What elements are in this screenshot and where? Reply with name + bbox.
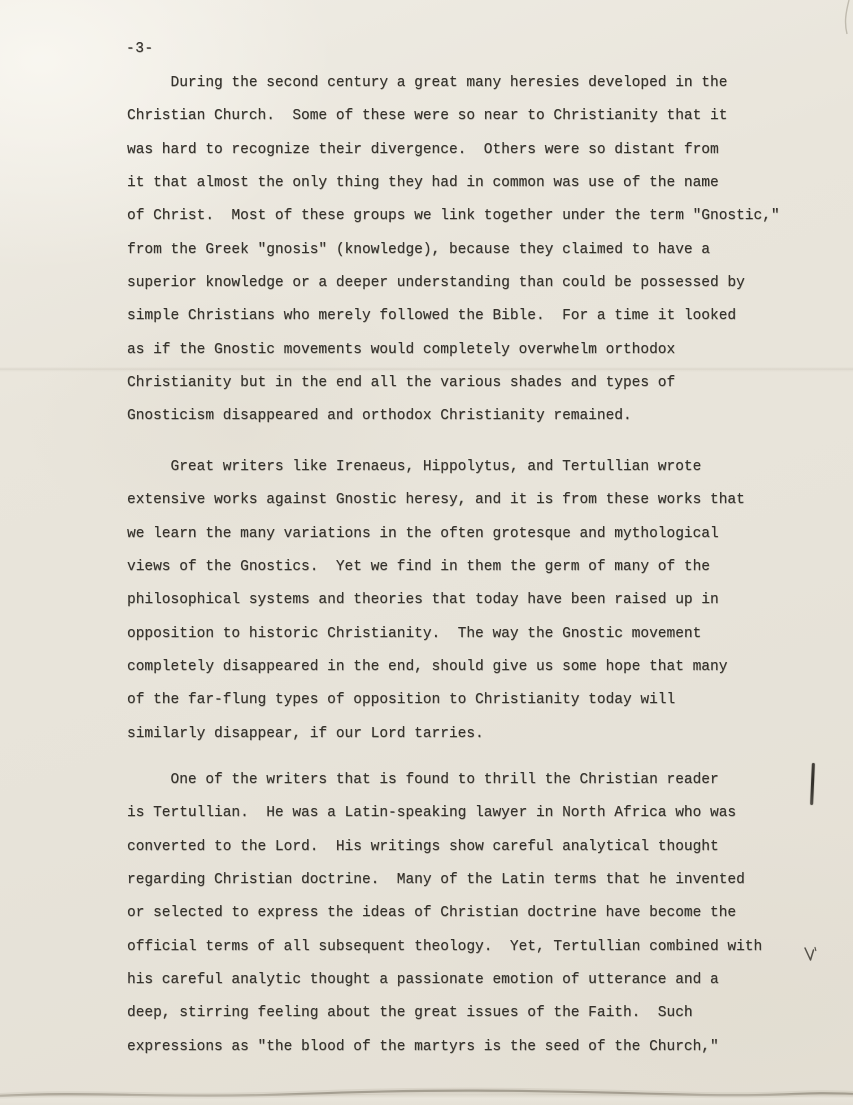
- text-line: completely disappeared in the end, should give us some hope that many: [127, 659, 728, 676]
- text-line: from the Greek "gnosis" (knowledge), because they claimed to have a: [127, 241, 710, 258]
- text-line: of the far-flung types of opposition to Christianity today will: [127, 692, 676, 709]
- text-line: Christian Church. Some of these were so near to Christianity that it: [127, 108, 728, 125]
- text-line: simple Christians who merely followed the Bible. For a time it looked: [127, 308, 737, 325]
- text-line: or selected to express the ideas of Christian doctrine have become the: [127, 905, 737, 922]
- text-line: as if the Gnostic movements would completely overwhelm orthodox: [127, 341, 676, 358]
- text-line: deep, stirring feeling about the great issues of the Faith. Such: [127, 1005, 693, 1022]
- fold-crease: [0, 367, 853, 372]
- text-line: of Christ. Most of these groups we link together under the term "Gnostic,": [127, 208, 780, 225]
- text-line: Gnosticism disappeared and orthodox Christianity remained.: [127, 408, 632, 425]
- text-line: converted to the Lord. His writings show careful analytical thought: [127, 838, 719, 855]
- text-line: it that almost the only thing they had in common was use of the name: [127, 175, 719, 192]
- text-line: we learn the many variations in the often grotesque and mythological: [127, 525, 719, 542]
- paragraph-tertullian: [127, 764, 827, 1064]
- text-line: extensive works against Gnostic heresy, and it is from these works that: [127, 492, 745, 509]
- text-line: During the second century a great many heresies developed in the: [127, 75, 728, 91]
- text-line: One of the writers that is found to thrill the Christian reader: [127, 772, 719, 788]
- page-number: -3-: [126, 41, 154, 57]
- text-line: official terms of all subsequent theology. Yet, Tertullian combined with: [127, 938, 763, 955]
- text-line: expressions as "the blood of the martyrs is the seed of the Church,": [127, 1038, 719, 1055]
- text-line: was hard to recognize their divergence. Others were so distant from: [127, 141, 719, 158]
- text-line: similarly disappear, if our Lord tarries.: [127, 725, 484, 742]
- text-line: regarding Christian doctrine. Many of the Latin terms that he invented: [127, 872, 745, 889]
- paragraph-gnostic-writers: [127, 451, 827, 751]
- text-line: Great writers like Irenaeus, Hippolytus, and Tertullian wrote: [127, 459, 702, 475]
- text-line: is Tertullian. He was a Latin-speaking lawyer in North Africa who was: [127, 805, 737, 822]
- text-line: views of the Gnostics. Yet we find in them the germ of many of the: [127, 559, 710, 576]
- text-line: philosophical systems and theories that today have been raised up in: [127, 592, 719, 609]
- text-line: his careful analytic thought a passionate emotion of utterance and a: [127, 972, 719, 989]
- corner-curl-mark: [833, 0, 853, 36]
- text-line: opposition to historic Christianity. The way the Gnostic movement: [127, 625, 702, 642]
- text-line: superior knowledge or a deeper understanding than could be possessed by: [127, 275, 745, 292]
- paragraph-heresies: [127, 67, 827, 434]
- text-line: Christianity but in the end all the various shades and types of: [127, 375, 676, 392]
- check-mark: [802, 944, 818, 964]
- bottom-paper-edge: [0, 1094, 853, 1105]
